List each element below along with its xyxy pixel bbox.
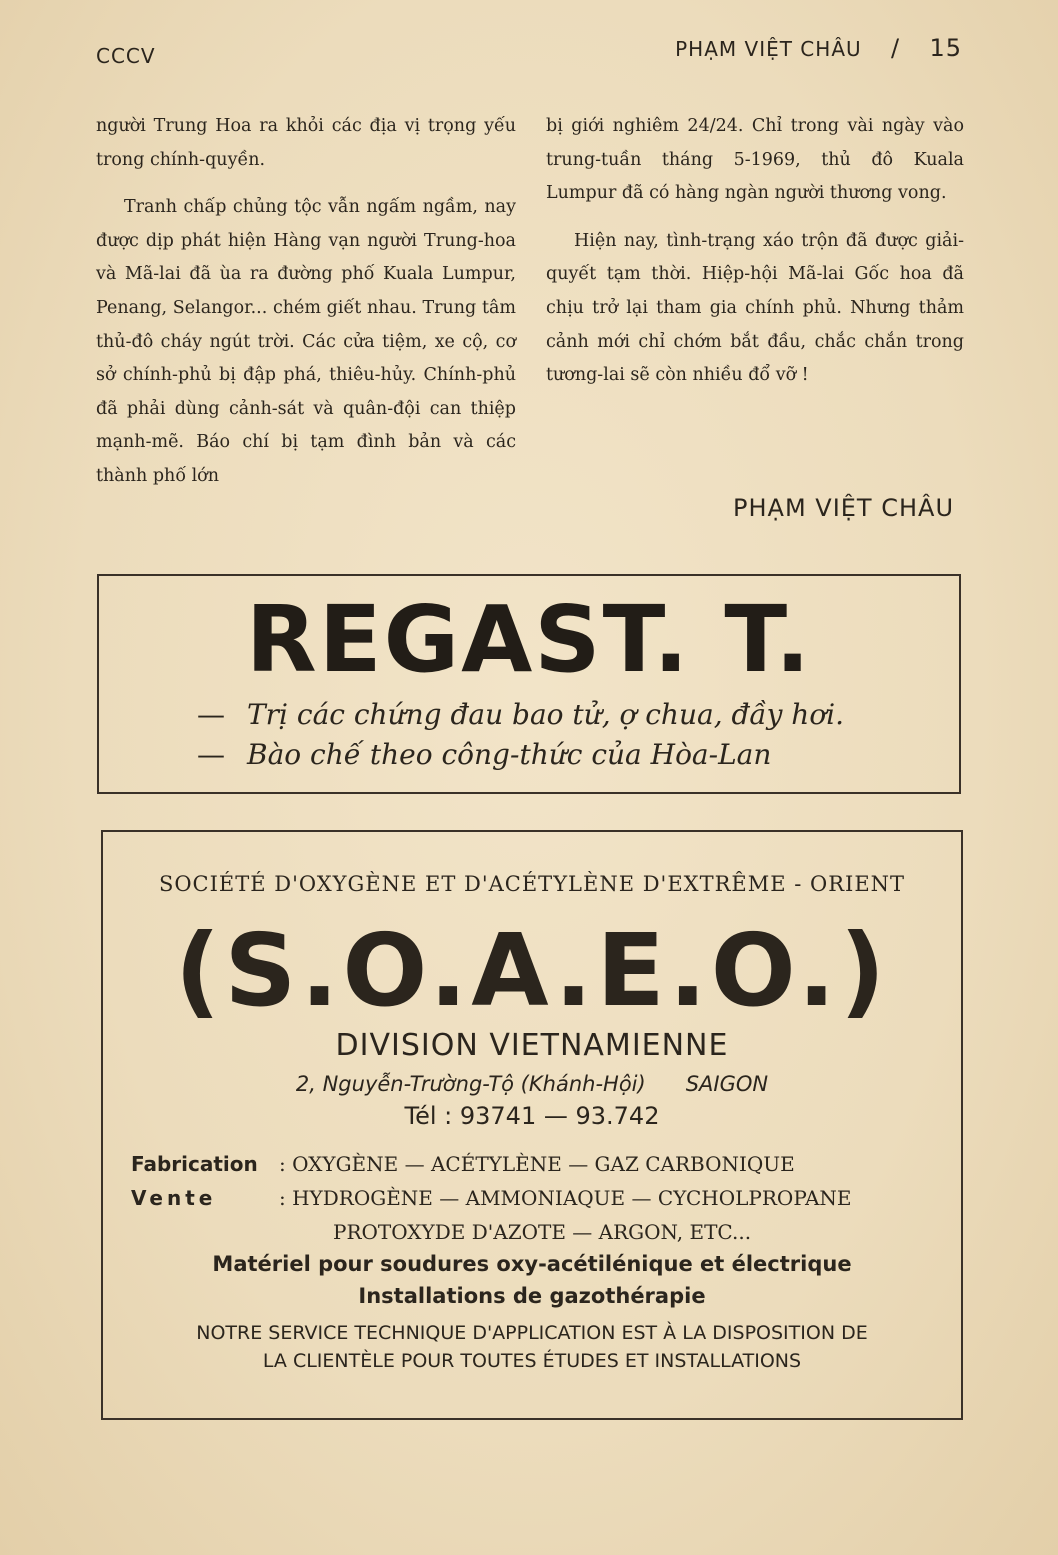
company-name: SOCIÉTÉ D'OXYGÈNE ET D'ACÉTYLÈNE D'EXTRÊME - ORIENT [158,872,906,896]
vente-value: : HYDROGÈNE — AMMONIAQUE — CYCHOLPROPANE [279,1186,852,1210]
header-left: CCCV [96,44,156,68]
city: SAIGON [685,1072,769,1096]
vente-row [131,1186,851,1210]
service-line: LA CLIENTÈLE POUR TOUTES ÉTUDES ET INSTALLATIONS [262,1350,802,1372]
telephone: Tél : 93741 — 93.742 [404,1102,660,1130]
fabrication-value: : OXYGÈNE — ACÉTYLÈNE — GAZ CARBONIQUE [279,1152,795,1176]
paragraph: người Trung Hoa ra khỏi các địa vị trọng yếu trong chính-quyền. [96,116,516,170]
vente-value-2: PROTOXYDE D'AZOTE — ARGON, ETC... [333,1220,752,1244]
company-address [103,1072,961,1096]
company-acronym: (S.O.A.E.O.) [174,912,890,1029]
page-number: 15 [929,34,962,62]
article-left-column [96,110,516,508]
vente-label: Vente [131,1186,217,1210]
service-line: NOTRE SERVICE TECHNIQUE D'APPLICATION EST À LA DISPOSITION DE [196,1322,868,1344]
paragraph: Tranh chấp chủng tộc vẫn ngấm ngầm, nay được dịp phát hiện Hàng vạn người Trung-hoa và Mã-lai đã ùa ra đường phố Kuala Lumpur, Penang, Selangor... chém giết nhau. Trung tâm thủ-đô cháy ngút trời. Các cửa tiệm, xe cộ, cơ sở chính-phủ bị đập phá, thiêu-hủy. Chính-phủ đã phải dùng cảnh-sát và quân-đội can thiệp mạnh-mẽ. Báo chí bị tạm đình bản và các thành phố lớn [96,197,516,486]
street-address: 2, Nguyễn-Trường-Tộ (Khánh-Hội) [295,1072,646,1096]
vente-row-continued [333,1220,751,1244]
paragraph: Hiện nay, tình-trạng xáo trộn đã được giải-quyết tạm thời. Hiệp-hội Mã-lai Gốc hoa đã chịu trở lại tham gia chính phủ. Nhưng thảm cảnh mới chỉ chớm bắt đầu, chắc chắn trong tương-lai sẽ còn nhiều đổ vỡ ! [546,230,964,386]
regast-line [197,698,844,731]
regast-line [197,738,771,771]
fabrication-label: Fabrication [131,1152,258,1176]
header-author: PHẠM VIỆT CHÂU [675,37,862,61]
regast-line-text: Bào chế theo công-thức của Hòa-Lan [247,738,772,771]
header-right [675,34,962,62]
regast-title: REGAST. T. [245,586,813,693]
dash: — [197,738,225,771]
installations-line: Installations de gazothérapie [358,1284,706,1308]
header-separator: / [891,34,901,62]
article-right-column [546,110,964,407]
materiel-line: Matériel pour soudures oxy-acétilénique et électrique [212,1252,852,1276]
author-signature: PHẠM VIỆT CHÂU [733,494,955,522]
paragraph: bị giới nghiêm 24/24. Chỉ trong vài ngày vào trung-tuần tháng 5-1969, thủ đô Kuala Lumpur đã có hàng ngàn người thương vong. [546,116,964,204]
division-name: DIVISION VIETNAMIENNE [335,1028,729,1063]
fabrication-row [131,1152,795,1176]
soaeo-advertisement [101,830,963,1420]
regast-advertisement [97,574,961,794]
regast-line-text: Trị các chứng đau bao tử, ợ chua, đầy hơi. [247,698,845,731]
dash: — [197,698,225,731]
